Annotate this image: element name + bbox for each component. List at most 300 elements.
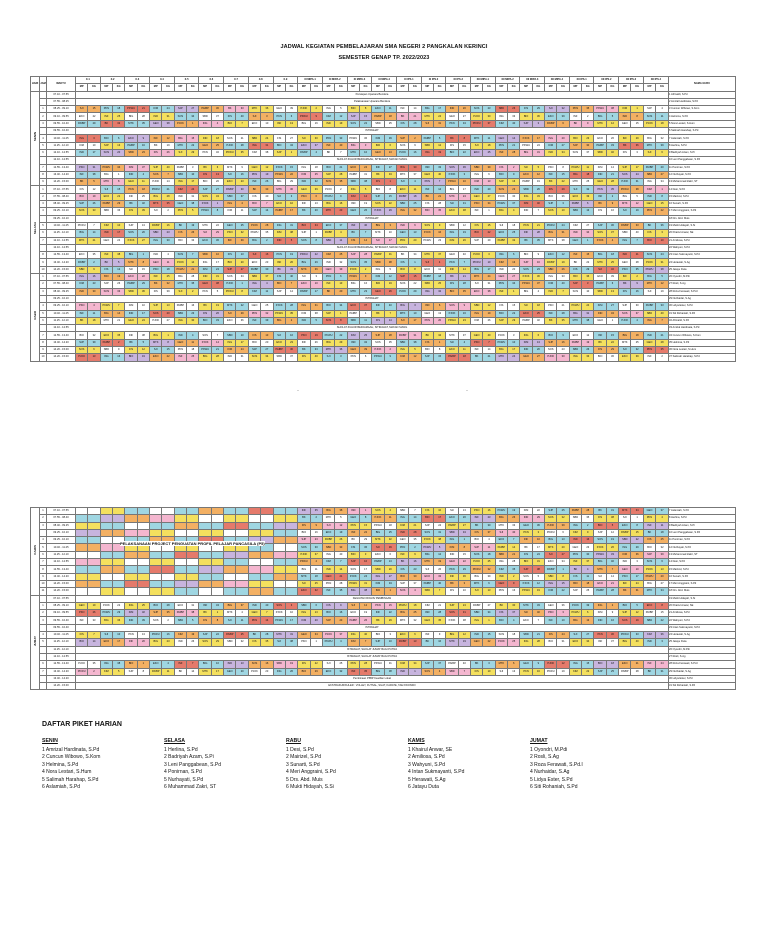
subject-cell: SOS: [298, 237, 310, 244]
teacher-code-cell: [162, 588, 174, 595]
teacher-code-cell: 16: [261, 661, 273, 668]
teacher-code-cell: [113, 522, 125, 529]
teacher-code-cell: 5: [285, 237, 297, 244]
teacher-code-cell: 22: [211, 632, 223, 639]
subject-cell: BIG: [150, 332, 162, 339]
teacher-code-cell: 1: [310, 639, 322, 646]
subject-cell: MTK: [347, 288, 359, 295]
jam-cell: 8: [40, 566, 47, 573]
subject-cell: BK: [100, 120, 112, 127]
teacher-code-cell: 10: [582, 288, 594, 295]
teacher-code-cell: 26: [458, 237, 470, 244]
teacher-code-cell: 37: [606, 639, 618, 646]
teacher-code-cell: 19: [113, 274, 125, 281]
subject-cell: PKWU: [643, 573, 655, 580]
teacher-code-cell: 15: [458, 551, 470, 558]
teacher-code-cell: 4: [508, 617, 520, 624]
teacher-code-cell: [236, 551, 248, 558]
jam-cell: [40, 128, 47, 135]
teacher-code-cell: 37: [483, 529, 495, 536]
teacher-code-cell: 29: [335, 339, 347, 346]
teacher-code-cell: 17: [88, 149, 100, 156]
subject-cell: PKWU: [396, 602, 408, 609]
subject-cell: PJOK: [396, 149, 408, 156]
subject-cell: FIS: [594, 346, 606, 353]
subject-cell: SJP: [569, 281, 581, 288]
teacher-code-cell: 35: [656, 346, 669, 353]
subject-cell: PAIBP: [100, 339, 112, 346]
teacher-code-cell: 8: [656, 193, 669, 200]
teacher-code-cell: 3: [483, 252, 495, 259]
subject-cell: EKO: [545, 252, 557, 259]
teacher-name-cell: 25 Jatayu Duta: [669, 266, 736, 273]
teacher-code-cell: 28: [137, 113, 149, 120]
subject-cell: INF: [569, 559, 581, 566]
teacher-code-cell: 30: [261, 266, 273, 273]
subject-cell: FIS: [421, 508, 433, 515]
teacher-code-cell: 9: [359, 274, 371, 281]
teacher-code-cell: 11: [483, 135, 495, 142]
piket-name: 2 Cuncun Wibowo, S.Kom: [42, 754, 101, 761]
teacher-name-cell: 8 Herlina, S.Pd: [669, 142, 736, 149]
time-cell: 08.25 - 09.10: [47, 106, 76, 113]
subject-cell: PAIBP: [619, 222, 631, 229]
subject-cell: [199, 588, 211, 595]
subject-cell: BIG: [569, 617, 581, 624]
teacher-name-cell: 25 Jatayu Duta: [669, 639, 736, 646]
teacher-code-cell: 39: [310, 186, 322, 193]
subject-cell: PAIBP: [569, 201, 581, 208]
subject-cell: PKWU: [421, 237, 433, 244]
subject-cell: PJOK: [396, 288, 408, 295]
teacher-code-cell: 21: [557, 303, 569, 310]
subject-cell: INF: [76, 617, 88, 624]
subject-cell: SJP: [322, 310, 334, 317]
col-nama-guru: NAMA GURU: [669, 77, 736, 92]
subject-cell: SJI: [174, 288, 186, 295]
teacher-code-cell: 11: [384, 106, 396, 113]
teacher-code-cell: 22: [582, 259, 594, 266]
subject-cell: SJI: [199, 230, 211, 237]
piket-name: 1 Oyondri, M.Pdi: [530, 747, 568, 753]
teacher-code-cell: 5: [359, 186, 371, 193]
teacher-code-cell: 40: [285, 274, 297, 281]
teacher-code-cell: 40: [508, 529, 520, 536]
subject-cell: MTK: [150, 339, 162, 346]
teacher-code-cell: 9: [409, 551, 421, 558]
teacher-code-cell: 29: [384, 208, 396, 215]
teacher-code-cell: 6: [409, 222, 421, 229]
piket-day-column: [42, 738, 164, 791]
teacher-code-cell: 38: [335, 508, 347, 515]
special-row-cell: Pelaksanaan Upacara Bendera: [76, 98, 669, 105]
col-mp: MP: [347, 84, 359, 91]
subject-cell: SBD: [347, 317, 359, 324]
teacher-code-cell: 21: [483, 354, 495, 361]
subject-cell: SOS: [569, 288, 581, 295]
teacher-code-cell: 19: [335, 529, 347, 536]
subject-cell: EKO: [619, 354, 631, 361]
teacher-code-cell: 10: [631, 566, 643, 573]
teacher-code-cell: 17: [483, 266, 495, 273]
subject-cell: [125, 529, 137, 536]
subject-cell: IND: [495, 573, 507, 580]
col-mp: MP: [100, 84, 112, 91]
teacher-code-cell: 7: [162, 171, 174, 178]
subject-cell: INF: [298, 508, 310, 515]
teacher-code-cell: 34: [582, 230, 594, 237]
subject-cell: PKN: [619, 266, 631, 273]
subject-cell: PKN: [347, 661, 359, 668]
subject-cell: IND: [199, 274, 211, 281]
subject-cell: FIS: [76, 186, 88, 193]
teacher-code-cell: 39: [606, 274, 618, 281]
teacher-code-cell: 33: [187, 237, 199, 244]
subject-cell: INF: [643, 354, 655, 361]
subject-cell: PKN: [273, 252, 285, 259]
subject-cell: FIS: [495, 303, 507, 310]
subject-cell: FIS: [396, 259, 408, 266]
time-cell: 12.10 - 12.55: [47, 237, 76, 244]
col-class: XI IPS.1: [396, 77, 421, 84]
teacher-code-cell: 39: [359, 346, 371, 353]
teacher-code-cell: 22: [582, 668, 594, 675]
subject-cell: [273, 588, 285, 595]
subject-cell: BIG: [594, 252, 606, 259]
teacher-code-cell: [137, 522, 149, 529]
time-cell: 13.40 - 14.20: [47, 573, 76, 580]
teacher-code-cell: [113, 508, 125, 515]
teacher-code-cell: 40: [433, 580, 445, 587]
teacher-code-cell: 19: [335, 120, 347, 127]
teacher-name-cell: 23 Intan Sukmayanti, S.Pd: [669, 624, 736, 631]
subject-cell: BIO: [495, 617, 507, 624]
teacher-code-cell: 26: [162, 149, 174, 156]
teacher-code-cell: 23: [359, 288, 371, 295]
table-row: [31, 354, 736, 361]
jam-cell: [40, 244, 47, 251]
subject-cell: PKN: [322, 580, 334, 587]
teacher-code-cell: 33: [285, 266, 297, 273]
time-cell: 14.20 - 15.00: [47, 580, 76, 587]
subject-cell: PAIBP: [594, 142, 606, 149]
subject-cell: PKN: [125, 186, 137, 193]
subject-cell: IND: [150, 252, 162, 259]
subject-cell: [273, 522, 285, 529]
teacher-code-cell: 35: [582, 515, 594, 522]
teacher-name-cell: 3 Cuncun Wibowo, S.Kom: [669, 106, 736, 113]
table-row: [31, 281, 736, 288]
table-row: [31, 179, 736, 186]
table-row: [31, 252, 736, 259]
teacher-code-cell: 24: [433, 113, 445, 120]
teacher-code-cell: 4: [508, 208, 520, 215]
teacher-code-cell: 11: [656, 522, 669, 529]
teacher-code-cell: 2: [631, 274, 643, 281]
teacher-code-cell: 37: [606, 230, 618, 237]
teacher-code-cell: 11: [582, 164, 594, 171]
teacher-code-cell: 31: [211, 274, 223, 281]
subject-cell: BIO: [125, 661, 137, 668]
subject-cell: SJI: [446, 201, 458, 208]
subject-cell: MTK: [224, 303, 236, 310]
teacher-code-cell: 20: [532, 346, 544, 353]
teacher-code-cell: 27: [532, 354, 544, 361]
teacher-code-cell: 3: [285, 602, 297, 609]
teacher-code-cell: 25: [606, 259, 618, 266]
teacher-code-cell: 4: [211, 120, 223, 127]
subject-cell: INF: [347, 222, 359, 229]
teacher-code-cell: 25: [508, 230, 520, 237]
teacher-code-cell: 5: [335, 106, 347, 113]
teacher-code-cell: 11: [310, 566, 322, 573]
subject-cell: ING: [125, 602, 137, 609]
subject-cell: BIG: [273, 179, 285, 186]
teacher-code-cell: 34: [557, 149, 569, 156]
subject-cell: [224, 515, 236, 522]
teacher-code-cell: 14: [187, 259, 199, 266]
subject-cell: INF: [224, 237, 236, 244]
teacher-code-cell: 34: [631, 508, 643, 515]
col-kg: KG: [236, 84, 248, 91]
subject-cell: PKWU: [545, 529, 557, 536]
subject-cell: KIM: [643, 186, 655, 193]
subject-cell: SJI: [298, 135, 310, 142]
subject-cell: MTK: [273, 186, 285, 193]
subject-cell: BK: [174, 222, 186, 229]
subject-cell: SOS: [322, 317, 334, 324]
teacher-code-cell: 17: [211, 259, 223, 266]
teacher-code-cell: 36: [285, 186, 297, 193]
subject-cell: MTK: [545, 237, 557, 244]
subject-cell: GEO: [520, 661, 532, 668]
teacher-code-cell: 23: [483, 106, 495, 113]
teacher-code-cell: 16: [458, 310, 470, 317]
teacher-code-cell: 34: [483, 201, 495, 208]
teacher-code-cell: 4: [409, 588, 421, 595]
teacher-code-cell: 25: [236, 222, 248, 229]
teacher-code-cell: 19: [137, 354, 149, 361]
teacher-code-cell: [88, 573, 100, 580]
subject-cell: SBD: [76, 266, 88, 273]
teacher-name-cell: 12 Nurhayati, S.Pd: [669, 544, 736, 551]
teacher-code-cell: [88, 588, 100, 595]
subject-cell: BK: [446, 580, 458, 587]
subject-cell: SOS: [619, 171, 631, 178]
subject-cell: [76, 508, 88, 515]
teacher-code-cell: 22: [88, 113, 100, 120]
teacher-code-cell: 6: [508, 252, 520, 259]
teacher-code-cell: 8: [458, 544, 470, 551]
teacher-code-cell: 40: [606, 149, 618, 156]
teacher-code-cell: [261, 573, 273, 580]
time-cell: 14.20 - 15.00: [47, 354, 76, 361]
piket-name: 4 Ponirnan, S.Pd: [164, 769, 202, 776]
subject-cell: ING: [520, 639, 532, 646]
teacher-code-cell: 7: [335, 559, 347, 566]
teacher-name-cell: 31 Siti Rohaniah, S.Pd: [669, 310, 736, 317]
teacher-code-cell: 26: [310, 339, 322, 346]
col-mp: MP: [421, 84, 433, 91]
subject-cell: PJOK: [248, 222, 260, 229]
teacher-code-cell: 20: [656, 573, 669, 580]
teacher-code-cell: 38: [285, 639, 297, 646]
subject-cell: PKWU: [248, 230, 260, 237]
time-cell: 12.55 - 13.40: [47, 566, 76, 573]
teacher-code-cell: 6: [557, 529, 569, 536]
jam-cell: 5: [40, 142, 47, 149]
subject-cell: BIG: [643, 580, 655, 587]
teacher-code-cell: 5: [409, 346, 421, 353]
subject-cell: INF: [446, 573, 458, 580]
teacher-code-cell: 10: [359, 149, 371, 156]
subject-cell: SOS: [125, 230, 137, 237]
teacher-code-cell: 1: [187, 120, 199, 127]
subject-cell: ING: [396, 346, 408, 353]
subject-cell: PAIBP: [545, 120, 557, 127]
teacher-code-cell: 2: [409, 135, 421, 142]
teacher-code-cell: 16: [508, 588, 520, 595]
subject-cell: SJI: [273, 332, 285, 339]
subject-cell: MTK: [273, 632, 285, 639]
teacher-name-cell: 11 Ponirnan, S.Pd: [669, 537, 736, 544]
subject-cell: KIM: [322, 559, 334, 566]
subject-cell: PAIBP: [372, 252, 384, 259]
table-row: [31, 142, 736, 149]
piket-day-column: [530, 738, 652, 791]
subject-cell: KIM: [495, 120, 507, 127]
subject-cell: PKN: [76, 164, 88, 171]
jam-cell: [40, 683, 47, 690]
teacher-code-cell: [211, 580, 223, 587]
teacher-code-cell: 36: [261, 106, 273, 113]
teacher-code-cell: 33: [88, 208, 100, 215]
teacher-code-cell: 28: [409, 529, 421, 536]
teacher-code-cell: 33: [532, 193, 544, 200]
subject-cell: IND: [322, 259, 334, 266]
teacher-code-cell: 21: [508, 551, 520, 558]
subject-cell: [273, 508, 285, 515]
teacher-code-cell: 26: [384, 288, 396, 295]
time-cell: 11.25 - 12.10: [47, 142, 76, 149]
teacher-code-cell: 23: [162, 230, 174, 237]
teacher-code-cell: 38: [631, 186, 643, 193]
teacher-code-cell: 25: [335, 661, 347, 668]
teacher-code-cell: 22: [384, 201, 396, 208]
teacher-code-cell: 39: [88, 339, 100, 346]
teacher-code-cell: [187, 522, 199, 529]
time-cell: 12.10 - 12.55: [47, 559, 76, 566]
teacher-code-cell: 34: [384, 580, 396, 587]
col-kg: KG: [137, 84, 149, 91]
subject-cell: INF: [273, 120, 285, 127]
teacher-code-cell: 12: [483, 303, 495, 310]
subject-cell: SBD: [545, 266, 557, 273]
teacher-code-cell: 38: [433, 537, 445, 544]
teacher-code-cell: 23: [508, 186, 520, 193]
teacher-code-cell: 8: [236, 288, 248, 295]
jam-cell: 10: [40, 580, 47, 587]
subject-cell: SJI: [569, 186, 581, 193]
subject-cell: FIS: [248, 332, 260, 339]
subject-cell: KIM: [125, 303, 137, 310]
teacher-code-cell: 8: [384, 186, 396, 193]
col-kg: KG: [162, 84, 174, 91]
subject-cell: SOS: [446, 164, 458, 171]
teacher-code-cell: [162, 573, 174, 580]
teacher-code-cell: 25: [409, 201, 421, 208]
teacher-code-cell: 38: [606, 515, 618, 522]
teacher-code-cell: 33: [508, 113, 520, 120]
teacher-code-cell: 31: [606, 508, 618, 515]
teacher-code-cell: 28: [532, 230, 544, 237]
subject-cell: SJP: [100, 281, 112, 288]
subject-cell: [174, 522, 186, 529]
subject-cell: PKN: [643, 346, 655, 353]
teacher-code-cell: 2: [113, 339, 125, 346]
subject-cell: SJP: [150, 303, 162, 310]
subject-cell: GEO: [150, 120, 162, 127]
teacher-code-cell: 38: [656, 266, 669, 273]
teacher-code-cell: 28: [261, 632, 273, 639]
teacher-code-cell: 23: [137, 149, 149, 156]
teacher-code-cell: [285, 508, 297, 515]
subject-cell: PKN: [569, 551, 581, 558]
teacher-code-cell: 27: [483, 602, 495, 609]
subject-cell: EKO: [372, 551, 384, 558]
subject-cell: SJI: [224, 310, 236, 317]
subject-cell: BIG: [446, 186, 458, 193]
teacher-code-cell: 31: [384, 252, 396, 259]
teacher-code-cell: 38: [384, 259, 396, 266]
teacher-code-cell: 6: [384, 551, 396, 558]
teacher-code-cell: 40: [631, 230, 643, 237]
subject-cell: IND: [372, 588, 384, 595]
subject-cell: SJI: [224, 617, 236, 624]
teacher-code-cell: 6: [285, 113, 297, 120]
teacher-code-cell: 16: [113, 354, 125, 361]
subject-cell: INF: [322, 142, 334, 149]
subject-cell: IND: [298, 179, 310, 186]
subject-cell: KIM: [150, 106, 162, 113]
teacher-code-cell: 15: [557, 171, 569, 178]
subject-cell: FIS: [248, 193, 260, 200]
col-class: X.9: [273, 77, 298, 84]
subject-cell: GEO: [248, 610, 260, 617]
subject-cell: MTK: [396, 310, 408, 317]
jam-cell: [40, 624, 47, 631]
teacher-name-cell: 26 Oyondri, M.Pdi: [669, 646, 736, 653]
subject-cell: PJOK: [76, 661, 88, 668]
subject-cell: KIM: [100, 222, 112, 229]
teacher-code-cell: 4: [88, 303, 100, 310]
teacher-code-cell: 25: [532, 310, 544, 317]
teacher-code-cell: 9: [236, 164, 248, 171]
teacher-code-cell: 13: [211, 171, 223, 178]
subject-cell: KIM: [347, 193, 359, 200]
table-row: [31, 580, 736, 587]
teacher-code-cell: 14: [88, 639, 100, 646]
teacher-code-cell: 4: [335, 230, 347, 237]
subject-cell: SBD: [150, 230, 162, 237]
teacher-code-cell: [261, 551, 273, 558]
teacher-code-cell: 29: [384, 617, 396, 624]
teacher-code-cell: 22: [483, 230, 495, 237]
table-row: [31, 149, 736, 156]
teacher-code-cell: [285, 559, 297, 566]
subject-cell: [273, 515, 285, 522]
subject-cell: PAIBP: [100, 201, 112, 208]
